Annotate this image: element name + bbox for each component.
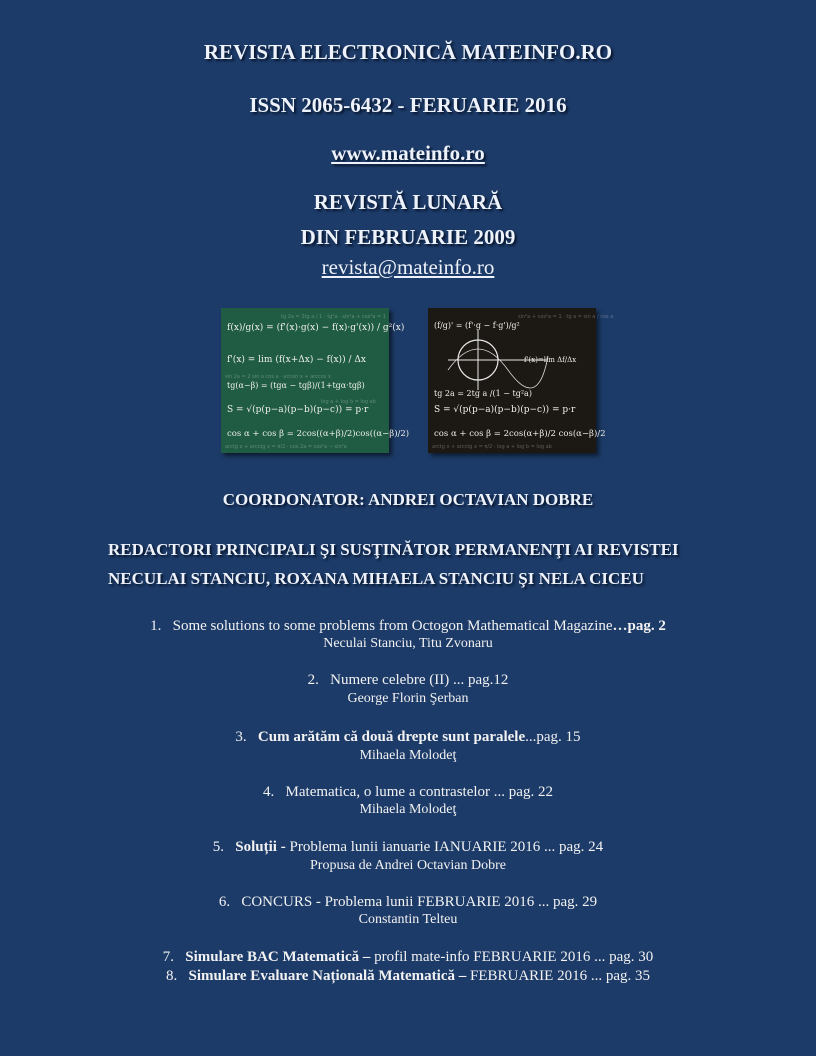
- toc-author-5: Propusa de Andrei Octavian Dobre: [310, 858, 506, 873]
- toc-author-4: Mihaela Molodeţ: [359, 802, 457, 817]
- formula-derivative: f'(x) = lim (f(x+Δx) − f(x)) / Δx: [227, 355, 366, 365]
- coordinator: COORDONATOR: ANDREI OCTAVIAN DOBRE: [222, 490, 594, 509]
- website-link[interactable]: www.mateinfo.ro: [331, 141, 485, 165]
- svg-text:tg 2a = 2tg a / 1 - tg²a · s: tg 2a = 2tg a / 1 - tg²a · sin²a + cos²a = 1: [281, 314, 386, 320]
- svg-text:cos α + cos β = 2cos(α+β)/2 co: cos α + cos β = 2cos(α+β)/2 cos(α−β)/2: [434, 429, 606, 439]
- svg-text:f'(x)=lim Δf/Δx: f'(x)=lim Δf/Δx: [524, 356, 577, 364]
- formula-quotient: f(x)/g(x) = (f'(x)·g(x) − f(x)·g'(x)) / g²(x): [227, 323, 405, 333]
- formula-image-dark: [428, 308, 614, 453]
- magazine-title: REVISTA ELECTRONICĂ MATEINFO.RO: [203, 40, 613, 64]
- svg-text:arctg x + arcctg x = π/2 · log: arctg x + arcctg x = π/2 · log a + log b = log ab: [432, 444, 552, 450]
- monthly-label: REVISTĂ LUNARĂ: [313, 190, 503, 214]
- editors-names: NECULAI STANCIU, ROXANA MIHAELA STANCIU ŞI NELA CICEU: [108, 569, 644, 588]
- editors-title: REDACTORI PRINCIPALI ŞI SUSŢINĂTOR PERMANENŢI AI REVISTEI: [108, 540, 679, 559]
- toc-item-5[interactable]: 5. Soluții - Problema lunii ianuarie IANUARIE 2016 ... pag. 24: [212, 839, 604, 855]
- toc-author-1: Neculai Stanciu, Titu Zvonaru: [323, 636, 493, 651]
- issn-line: ISSN 2065-6432 - FERUARIE 2016: [249, 93, 567, 117]
- toc-item-2[interactable]: 2. Numere celebre (II) ... pag.12: [307, 672, 509, 688]
- toc-item-8[interactable]: 8. Simulare Evaluare Națională Matematică – FEBRUARIE 2016 ... pag. 35: [166, 968, 650, 984]
- svg-text:sin²a + cos²a = 1 · tg a = sin: sin²a + cos²a = 1 · tg a = sin a / cos a: [518, 314, 614, 320]
- toc-author-2: George Florin Şerban: [347, 691, 469, 706]
- svg-text:arctg x + arcctg x = π/2 · cos: arctg x + arcctg x = π/2 · cos 2a = cos²a − sin²a: [225, 444, 347, 450]
- toc-item-6[interactable]: 6. CONCURS - Problema lunii FEBRUARIE 2016 ... pag. 29: [218, 894, 598, 910]
- svg-text:S = √(p(p−a)(p−b)(p−c)) = p·r: S = √(p(p−a)(p−b)(p−c)) = p·r: [434, 405, 576, 415]
- email-link[interactable]: revista@mateinfo.ro: [321, 255, 495, 279]
- toc-item-4[interactable]: 4. Matematica, o lume a contrastelor ... pag. 22: [263, 784, 553, 800]
- svg-text:log a + log b = log ab: log a + log b = log ab: [321, 399, 376, 405]
- toc-item-3[interactable]: 3. Cum arătăm că două drepte sunt paralele...pag. 15: [235, 729, 581, 745]
- svg-text:tg(α−β) = (tgα − tgβ)/(1+tgα·t: tg(α−β) = (tgα − tgβ)/(1+tgα·tgβ): [227, 381, 365, 390]
- toc-item-1[interactable]: 1. Some solutions to some problems from Octogon Mathematical Magazine…pag. 2: [150, 618, 666, 634]
- svg-text:tg 2a = 2tg a /(1 − tg²a): tg 2a = 2tg a /(1 − tg²a): [434, 389, 532, 398]
- formula-image-green: [221, 308, 410, 453]
- toc-author-3: Mihaela Molodeţ: [359, 748, 457, 763]
- since-label: DIN FEBRUARIE 2009: [300, 225, 516, 249]
- svg-text:(f/g)' = (f'·g − f·g')/g²: (f/g)' = (f'·g − f·g')/g²: [434, 321, 520, 330]
- formula-cos-sum: cos α + cos β = 2cos((α+β)/2)cos((α−β)/2): [227, 429, 410, 439]
- toc-author-6: Constantin Telteu: [358, 912, 458, 927]
- svg-text:sin 2a = 2 sin a cos a · arcsi: sin 2a = 2 sin a cos a · arcsin x + arccos x: [225, 374, 331, 380]
- toc-item-7[interactable]: 7. Simulare BAC Matematică – profil mate-info FEBRUARIE 2016 ... pag. 30: [162, 949, 654, 965]
- formula-heron: S = √(p(p−a)(p−b)(p−c)) = p·r: [227, 405, 369, 415]
